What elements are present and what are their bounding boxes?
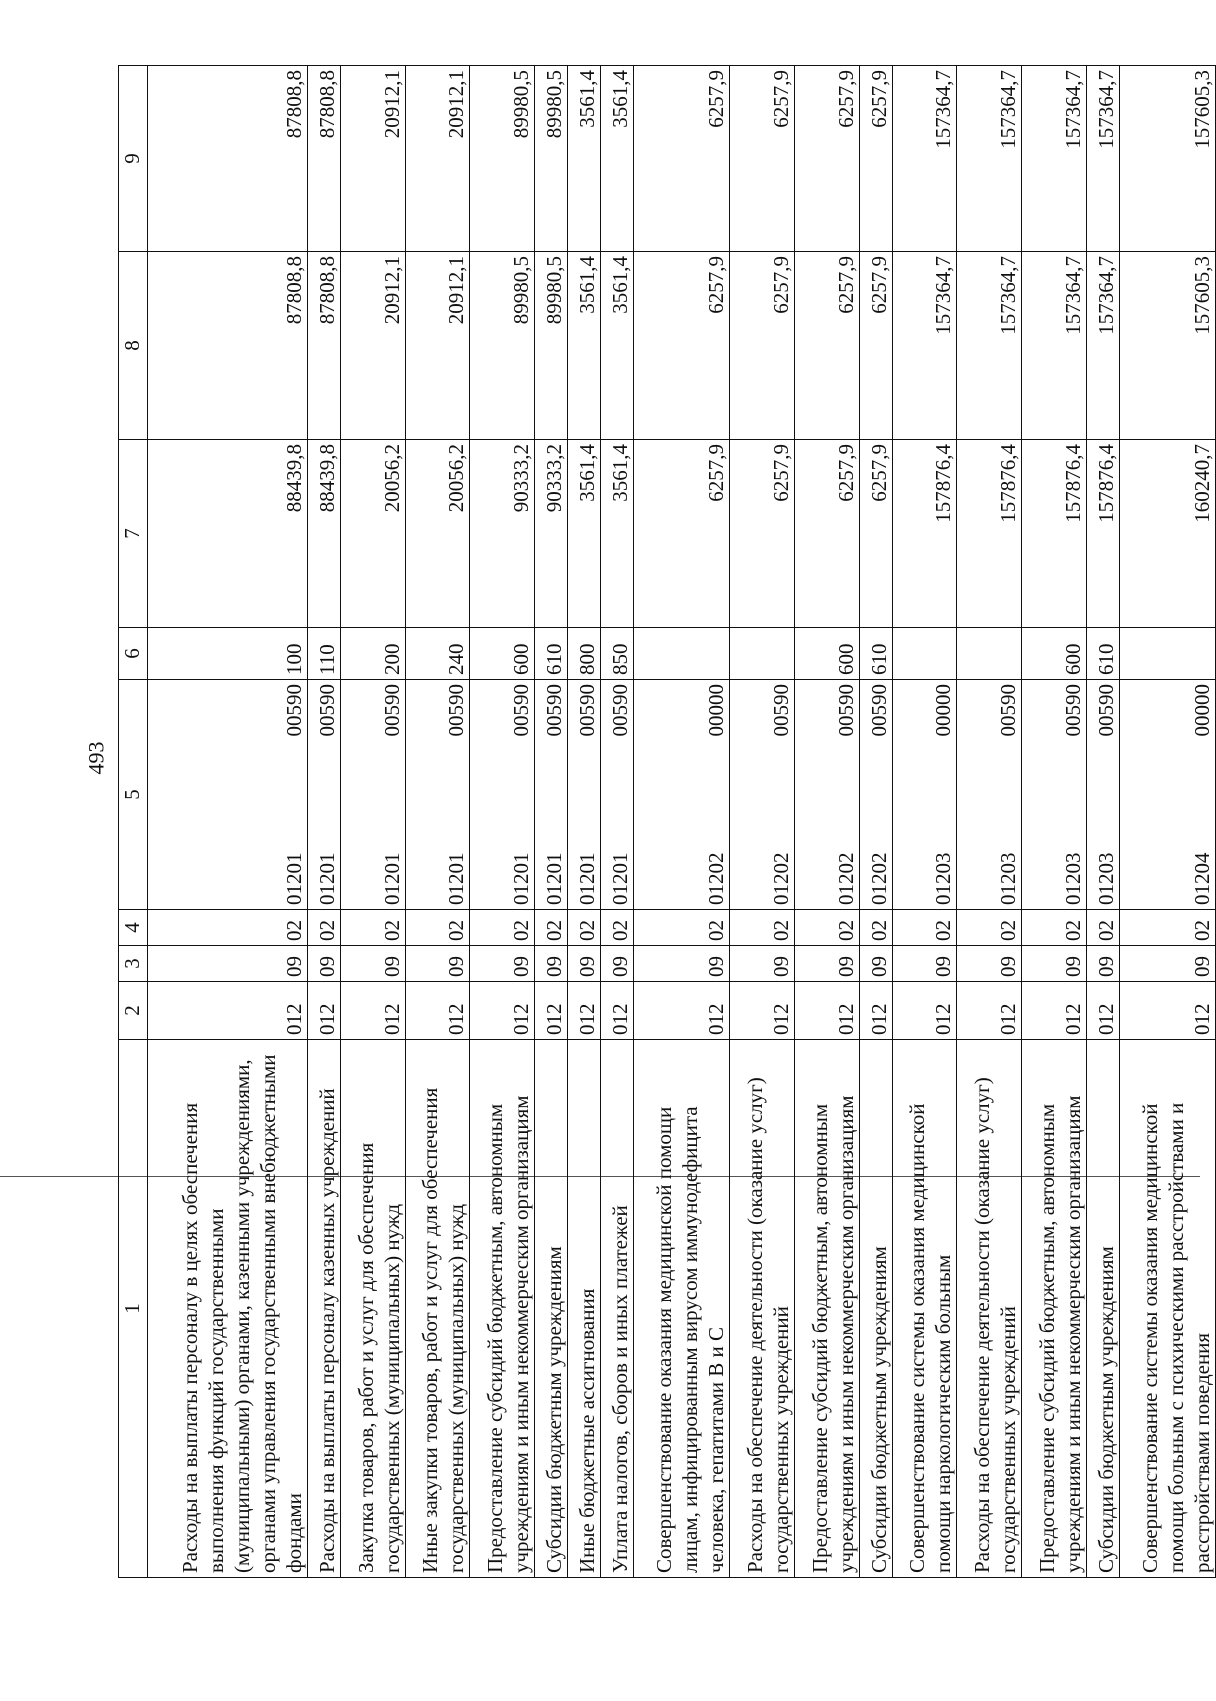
amount-year-1: 157876,4 [1021,440,1086,628]
expense-type-code [1119,628,1215,680]
section-code: 09 [405,946,470,982]
target-article-program: 01202 [768,852,793,905]
amount-year-1: 90333,2 [470,440,535,628]
target-article-direction: 00590 [541,684,566,737]
section-code: 09 [1086,946,1119,982]
column-header-7: 7 [119,440,148,628]
target-article-program: 01201 [444,852,469,905]
target-article-direction: 00590 [379,684,404,737]
expense-type-code [730,628,795,680]
ministry-code: 012 [600,982,633,1040]
amount-year-2: 157364,7 [1021,252,1086,440]
amount-year-3: 89980,5 [470,66,535,252]
ministry-code: 012 [957,982,1022,1040]
row-description: Уплата налогов, сборов и иных платежей [600,1040,633,1578]
amount-year-3: 6257,9 [859,66,892,252]
table-row [340,66,405,1578]
subsection-code: 02 [633,910,729,946]
row-description: Расходы на выплаты персоналу казенных учреждений [307,1040,340,1578]
ministry-code: 012 [567,982,600,1040]
row-description: Иные закупки товаров, работ и услуг для обеспечения государственных (муниципальных) нужд [405,1040,470,1578]
amount-year-3: 6257,9 [633,66,729,252]
target-article-code [794,680,859,910]
target-article-direction: 00590 [508,684,533,737]
amount-year-2: 20912,1 [340,252,405,440]
subsection-code: 02 [148,910,308,946]
amount-year-3: 87808,8 [307,66,340,252]
target-article-code [892,680,957,910]
expense-type-code [633,628,729,680]
table-row [1086,66,1119,1578]
column-header-5: 5 [119,680,148,910]
section-code: 09 [730,946,795,982]
amount-year-2: 157605,3 [1119,252,1215,440]
table-row [859,66,892,1578]
expense-type-code: 600 [470,628,535,680]
target-article-direction: 00590 [1060,684,1085,737]
subsection-code: 02 [859,910,892,946]
section-code: 09 [148,946,308,982]
row-description: Расходы на обеспечение деятельности (оказание услуг) государственных учреждений [957,1040,1022,1578]
expense-type-code: 240 [405,628,470,680]
table-row [600,66,633,1578]
target-article-program: 01203 [1093,852,1118,905]
row-description: Совершенствование системы оказания медицинской помощи наркологическим больным [892,1040,957,1578]
page-number: 493 [83,741,109,775]
row-description: Предоставление субсидий бюджетным, автономным учреждениям и иным некоммерческим организациям [1021,1040,1086,1578]
target-article-direction: 00590 [314,684,339,737]
table-row [307,66,340,1578]
amount-year-1: 6257,9 [859,440,892,628]
target-article-program: 01201 [508,852,533,905]
ministry-code: 012 [730,982,795,1040]
target-article-code [1119,680,1215,910]
table-row [470,66,535,1578]
column-header-1: 1 [119,1040,148,1578]
target-article-code [534,680,567,910]
amount-year-2: 6257,9 [730,252,795,440]
target-article-program: 01202 [833,852,858,905]
amount-year-1: 6257,9 [730,440,795,628]
section-code: 09 [892,946,957,982]
row-description: Субсидии бюджетным учреждениям [1086,1040,1119,1578]
target-article-direction: 00590 [574,684,599,737]
ministry-code: 012 [307,982,340,1040]
section-code: 09 [1119,946,1215,982]
amount-year-1: 90333,2 [534,440,567,628]
target-article-direction: 00590 [607,684,632,737]
ministry-code: 012 [534,982,567,1040]
subsection-code: 02 [1021,910,1086,946]
amount-year-2: 157364,7 [1086,252,1119,440]
table-row [405,66,470,1578]
amount-year-2: 157364,7 [892,252,957,440]
target-article-code [405,680,470,910]
amount-year-3: 6257,9 [794,66,859,252]
row-description: Субсидии бюджетным учреждениям [534,1040,567,1578]
target-article-code [1086,680,1119,910]
ministry-code: 012 [1086,982,1119,1040]
section-code: 09 [859,946,892,982]
target-article-direction: 00590 [768,684,793,737]
target-article-program: 01201 [607,852,632,905]
ministry-code: 012 [892,982,957,1040]
table-row [534,66,567,1578]
target-article-direction: 00000 [704,684,729,737]
subsection-code: 02 [534,910,567,946]
amount-year-2: 89980,5 [470,252,535,440]
table-row [1119,66,1215,1578]
amount-year-2: 89980,5 [534,252,567,440]
ministry-code: 012 [859,982,892,1040]
table-row [148,66,308,1578]
column-header-8: 8 [119,252,148,440]
table-row [892,66,957,1578]
expense-type-code: 850 [600,628,633,680]
section-code: 09 [340,946,405,982]
column-header-9: 9 [119,66,148,252]
row-description: Совершенствование системы оказания медицинской помощи больным с психическими расстройствами и расстройствами поведения [1119,1040,1215,1578]
target-article-program: 01203 [995,852,1020,905]
column-header-3: 3 [119,946,148,982]
target-article-code [957,680,1022,910]
subsection-code: 02 [957,910,1022,946]
expense-type-code [892,628,957,680]
row-description: Расходы на обеспечение деятельности (оказание услуг) государственных учреждений [730,1040,795,1578]
amount-year-2: 87808,8 [307,252,340,440]
amount-year-2: 6257,9 [633,252,729,440]
subsection-code: 02 [794,910,859,946]
subsection-code: 02 [307,910,340,946]
section-code: 09 [307,946,340,982]
table-row [567,66,600,1578]
target-article-program: 01201 [314,852,339,905]
row-description: Расходы на выплаты персоналу в целях обеспечения выполнения функций государственными (муниципальными) органами, казенными учреждениями, органами управления государственными внебюджетными фондами [148,1040,308,1578]
subsection-code: 02 [892,910,957,946]
subsection-code: 02 [340,910,405,946]
expense-type-code [957,628,1022,680]
target-article-code [340,680,405,910]
target-article-code [600,680,633,910]
amount-year-3: 89980,5 [534,66,567,252]
expense-type-code: 600 [794,628,859,680]
target-article-direction: 00000 [1190,684,1214,737]
amount-year-3: 157364,7 [957,66,1022,252]
amount-year-1: 157876,4 [957,440,1022,628]
target-article-code [307,680,340,910]
target-article-direction: 00000 [931,684,956,737]
amount-year-1: 88439,8 [307,440,340,628]
row-description: Предоставление субсидий бюджетным, автономным учреждениям и иным некоммерческим организациям [470,1040,535,1578]
target-article-code [470,680,535,910]
amount-year-1: 20056,2 [405,440,470,628]
amount-year-2: 6257,9 [794,252,859,440]
ministry-code: 012 [794,982,859,1040]
amount-year-3: 157605,3 [1119,66,1215,252]
amount-year-3: 157364,7 [1021,66,1086,252]
table-row [730,66,795,1578]
amount-year-1: 88439,8 [148,440,308,628]
target-article-code [633,680,729,910]
target-article-direction: 00590 [281,684,306,737]
amount-year-3: 157364,7 [1086,66,1119,252]
row-description: Предоставление субсидий бюджетным, автономным учреждениям и иным некоммерческим организациям [794,1040,859,1578]
target-article-code [859,680,892,910]
section-code: 09 [470,946,535,982]
subsection-code: 02 [1119,910,1215,946]
row-description: Закупка товаров, работ и услуг для обеспечения государственных (муниципальных) нужд [340,1040,405,1578]
amount-year-1: 160240,7 [1119,440,1215,628]
target-article-code [730,680,795,910]
expense-type-code: 610 [534,628,567,680]
table-row [794,66,859,1578]
target-article-program: 01202 [704,852,729,905]
amount-year-1: 6257,9 [794,440,859,628]
ministry-code: 012 [1021,982,1086,1040]
ministry-code: 012 [340,982,405,1040]
subsection-code: 02 [405,910,470,946]
rotated-table-container [118,66,1216,1578]
row-description: Субсидии бюджетным учреждениям [859,1040,892,1578]
subsection-code: 02 [1086,910,1119,946]
target-article-code [567,680,600,910]
amount-year-1: 3561,4 [567,440,600,628]
amount-year-3: 20912,1 [405,66,470,252]
subsection-code: 02 [470,910,535,946]
section-code: 09 [633,946,729,982]
expense-type-code: 800 [567,628,600,680]
budget-table [118,65,1216,1578]
expense-type-code: 200 [340,628,405,680]
ministry-code: 012 [1119,982,1215,1040]
section-code: 09 [957,946,1022,982]
amount-year-3: 6257,9 [730,66,795,252]
column-header-2: 2 [119,982,148,1040]
ministry-code: 012 [405,982,470,1040]
ministry-code: 012 [148,982,308,1040]
target-article-code [1021,680,1086,910]
section-code: 09 [567,946,600,982]
amount-year-1: 3561,4 [600,440,633,628]
amount-year-2: 157364,7 [957,252,1022,440]
subsection-code: 02 [600,910,633,946]
table-header-row [119,66,148,1578]
amount-year-2: 6257,9 [859,252,892,440]
amount-year-3: 3561,4 [600,66,633,252]
column-header-6: 6 [119,628,148,680]
table-row [957,66,1022,1578]
amount-year-2: 20912,1 [405,252,470,440]
target-article-program: 01203 [1060,852,1085,905]
amount-year-2: 3561,4 [567,252,600,440]
target-article-direction: 00590 [995,684,1020,737]
amount-year-3: 3561,4 [567,66,600,252]
target-article-direction: 00590 [1093,684,1118,737]
amount-year-2: 87808,8 [148,252,308,440]
target-article-program: 01201 [574,852,599,905]
expense-type-code: 100 [148,628,308,680]
amount-year-3: 20912,1 [340,66,405,252]
target-article-code [148,680,308,910]
row-description: Совершенствование оказания медицинской помощи лицам, инфицированным вирусом иммунодефицита человека, гепатитами В и С [633,1040,729,1578]
table-row [633,66,729,1578]
subsection-code: 02 [567,910,600,946]
ministry-code: 012 [470,982,535,1040]
target-article-program: 01204 [1190,852,1214,905]
section-code: 09 [1021,946,1086,982]
subsection-code: 02 [730,910,795,946]
target-article-direction: 00590 [833,684,858,737]
target-article-program: 01201 [281,852,306,905]
amount-year-1: 6257,9 [633,440,729,628]
section-code: 09 [534,946,567,982]
target-article-direction: 00590 [866,684,891,737]
expense-type-code: 610 [1086,628,1119,680]
target-article-program: 01201 [379,852,404,905]
column-header-4: 4 [119,910,148,946]
amount-year-2: 3561,4 [600,252,633,440]
target-article-program: 01202 [866,852,891,905]
section-code: 09 [794,946,859,982]
amount-year-3: 87808,8 [148,66,308,252]
amount-year-3: 157364,7 [892,66,957,252]
expense-type-code: 610 [859,628,892,680]
ministry-code: 012 [633,982,729,1040]
target-article-program: 01201 [541,852,566,905]
amount-year-1: 157876,4 [892,440,957,628]
expense-type-code: 600 [1021,628,1086,680]
amount-year-1: 157876,4 [1086,440,1119,628]
row-description: Иные бюджетные ассигнования [567,1040,600,1578]
target-article-direction: 00590 [444,684,469,737]
section-code: 09 [600,946,633,982]
table-row [1021,66,1086,1578]
target-article-program: 01203 [931,852,956,905]
expense-type-code: 110 [307,628,340,680]
table-body [148,66,1216,1578]
amount-year-1: 20056,2 [340,440,405,628]
